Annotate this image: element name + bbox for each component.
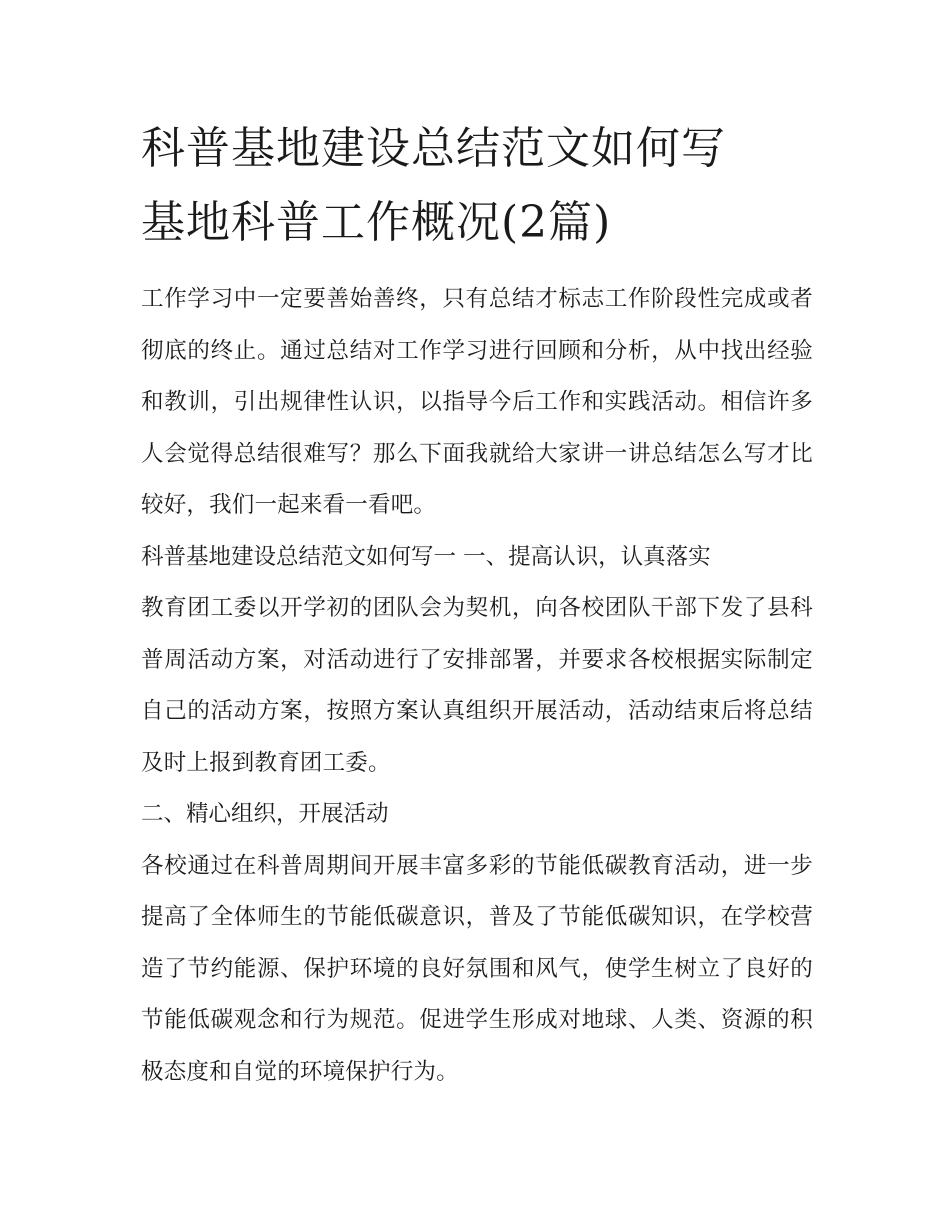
title-line-2: 基地科普工作概况(2篇) xyxy=(141,197,612,248)
section-2-heading: 二、精心组织，开展活动 xyxy=(141,801,389,827)
intro-paragraph: 工作学习中一定要善始善终，只有总结才标志工作阶段性完成或者彻底的终止。通过总结对工作学习进行回顾和分析，从中找出经验和教训，引出规律性认识，以指导今后工作和实践活动。相信许多人会觉得总结很难写？那么下面我就给大家讲一讲总结怎么写才比较好，我们一起来看一看吧。 xyxy=(141,286,813,518)
section-1-paragraph: 教育团工委以开学初的团队会为契机，向各校团队干部下发了县科普周活动方案，对活动进行了安排部署，并要求各校根据实际制定自己的活动方案，按照方案认真组织开展活动，活动结束后将总结及时上报到教育团工委。 xyxy=(141,595,813,776)
title-line-1: 科普基地建设总结范文如何写 xyxy=(141,123,726,174)
section-2-paragraph: 各校通过在科普周期间开展丰富多彩的节能低碳教育活动，进一步提高了全体师生的节能低碳意识，普及了节能低碳知识，在学校营造了节约能源、保护环境的良好氛围和风气，使学生树立了良好的节能低碳观念和行为规范。促进学生形成对地球、人类、资源的积极态度和自觉的环境保护行为。 xyxy=(141,852,813,1085)
document-title xyxy=(141,112,813,260)
document-page xyxy=(141,112,813,1098)
section-1-heading: 科普基地建设总结范文如何写一 一、提高认识，认真落实 xyxy=(141,543,711,570)
document-body xyxy=(141,274,813,1098)
